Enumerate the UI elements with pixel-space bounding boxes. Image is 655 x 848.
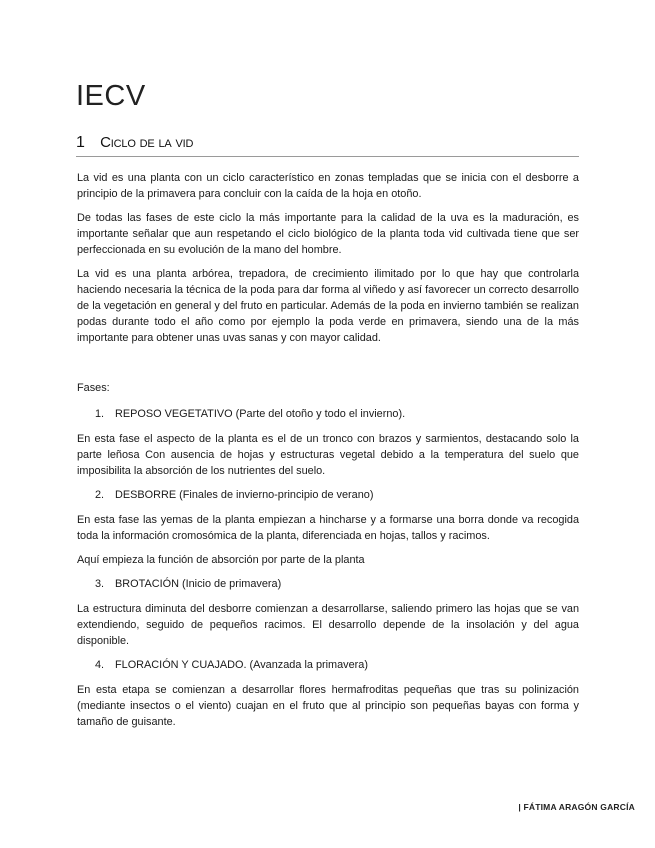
section-heading [76, 134, 579, 157]
phase-heading [95, 576, 579, 592]
phase-paragraph: En esta fase las yemas de la planta empiezan a hincharse y a formarse una borra donde va recogida toda la información cromosómica de la planta, diferenciada en hojas, tallos y racimos. [77, 514, 579, 542]
intro-paragraph: De todas las fases de este ciclo la más importante para la calidad de la uva es la maduración, es importante señalar que aun respetando el ciclo biológico de la planta toda vid cultivada tiene que ser perfeccionada en su evolución de la mano del hombre. [77, 212, 579, 256]
phase-number: 4. [95, 659, 105, 671]
phase-title: BROTACIÓN (Inicio de primavera) [115, 578, 282, 590]
phase-paragraph: Aquí empieza la función de absorción por parte de la planta [77, 554, 365, 566]
phase-title: DESBORRE (Finales de invierno-principio de verano) [115, 489, 374, 501]
phase-number: 3. [95, 578, 105, 590]
intro-paragraph: La vid es una planta arbórea, trepadora, de crecimiento ilimitado por lo que hay que controlarla haciendo necesaria la técnica de la poda para dar forma al viñedo y así favorecer un correcto desarrollo de la vegetación en general y del fruto en particular. Además de la poda en invierno también se realizan podas durante todo el año como por ejemplo la poda verde en primavera, siendo una de la más importante para obtener unas uvas sanas y con mayor calidad. [77, 268, 579, 344]
section-number: 1 [76, 134, 85, 151]
phase-paragraph: En esta fase el aspecto de la planta es el de un tronco con brazos y sarmientos, destacando solo la parte leñosa Con ausencia de hojas y estructuras vegetal debido a la temperatura del suelo que imposibilita la absorción de los nutrientes del suelo. [77, 433, 579, 477]
intro-paragraph: La vid es una planta con un ciclo característico en zonas templadas que se inicia con el desborre a principio de la primavera para concluir con la caída de la hoja en otoño. [77, 172, 579, 200]
document-body [77, 170, 579, 738]
phase-number: 1. [95, 408, 105, 420]
phase-paragraph: En esta etapa se comienzan a desarrollar flores hermafroditas pequeñas que tras su polinización (mediante insectos o el viento) cuajan en el fruto que al principio son pequeñas bayas con forma y tamaño de guisante. [77, 684, 579, 728]
section-title: Ciclo de la vid [100, 134, 194, 151]
phase-number: 2. [95, 489, 105, 501]
page-footer-author: | FÁTIMA ARAGÓN GARCÍA [518, 802, 635, 812]
document-title: IECV [76, 80, 146, 112]
phase-paragraph: La estructura diminuta del desborre comienzan a desarrollarse, saliendo primero las hojas que se van extendiendo, seguido de pequeños racimos. El desarrollo depende de la insolación y del agua disponible. [77, 603, 579, 647]
phase-heading [95, 487, 579, 503]
phase-title: REPOSO VEGETATIVO (Parte del otoño y todo el invierno). [115, 408, 406, 420]
phases-label: Fases: [77, 382, 110, 394]
phase-title: FLORACIÓN Y CUAJADO. (Avanzada la primavera) [115, 659, 368, 671]
phase-heading [95, 657, 579, 673]
phase-heading [95, 406, 579, 422]
